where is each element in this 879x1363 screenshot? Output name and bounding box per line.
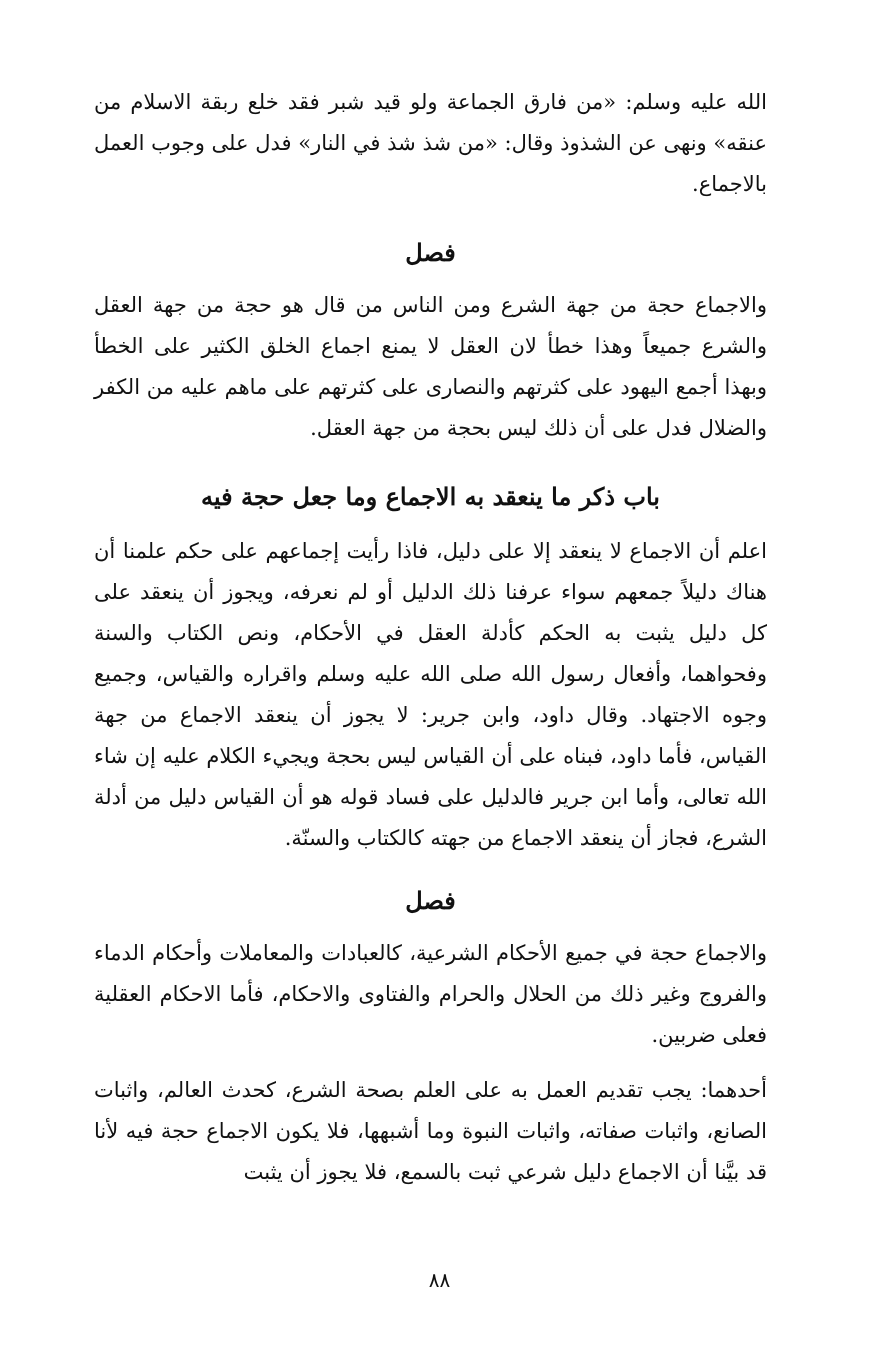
- section-heading-fasl-2: فصل: [405, 886, 456, 915]
- chapter-heading: باب ذكر ما ينعقد به الاجماع وما جعل حجة فيه: [201, 482, 660, 511]
- page-number: ٨٨: [428, 1268, 451, 1292]
- paragraph-ijma-hadith: الله عليه وسلم: «من فارق الجماعة ولو قيد شبر فقد خلع ربقة الاسلام من عنقه» ونهى عن الشذوذ وقال: «من شذ شذ في النار» فدل على وجوب العمل بالاجماع.: [94, 90, 767, 196]
- paragraph-ijma-scope: والاجماع حجة في جميع الأحكام الشرعية، كالعبادات والمعاملات وأحكام الدماء والفروج وغير ذلك من الحلال والحرام والفتاوى والاحكام، فأما الاحكام العقلية فعلى ضربين.: [94, 941, 767, 1047]
- section-heading-fasl-1: فصل: [405, 238, 456, 267]
- paragraph-ijma-basis: اعلم أن الاجماع لا ينعقد إلا على دليل، فاذا رأيت إجماعهم على حكم علمنا أن هناك دليلاً جمعهم سواء عرفنا ذلك الدليل أو لم نعرفه، ويجوز أن ينعقد على كل دليل يثبت به الحكم كأدلة العقل في الأحكام، ونص الكتاب والسنة وفحواهما، وأفعال رسول الله صلى الله عليه وسلم واقراره والقياس، وجميع وجوه الاجتهاد. وقال داود، وابن جرير: لا يجوز أن ينعقد الاجماع من جهة القياس، فأما داود، فبناه على أن القياس ليس بحجة ويجيء الكلام عليه إن شاء الله تعالى، وأما ابن جرير فالدليل على فساد قوله هو أن القياس دليل من أدلة الشرع، فجاز أن ينعقد الاجماع من جهته كالكتاب والسنّة.: [94, 539, 767, 850]
- paragraph-ijma-proof: والاجماع حجة من جهة الشرع ومن الناس من قال هو حجة من جهة العقل والشرع جميعاً وهذا خطأ لان العقل لا يمنع اجماع الخلق الكثير على الخطأ وبهذا أجمع اليهود على كثرتهم والنصارى على كثرتهم على ماهم عليه من الكفر والضلال فدل على أن ذلك ليس بحجة من جهة العقل.: [94, 293, 767, 440]
- paragraph-first-type: أحدهما: يجب تقديم العمل به على العلم بصحة الشرع، كحدث العالم، واثبات الصانع، واثبات صفاته، واثبات النبوة وما أشبهها، فلا يكون الاجماع حجة فيه لأنا قد بيَّنا أن الاجماع دليل شرعي ثبت بالسمع، فلا يجوز أن يثبت: [94, 1078, 767, 1184]
